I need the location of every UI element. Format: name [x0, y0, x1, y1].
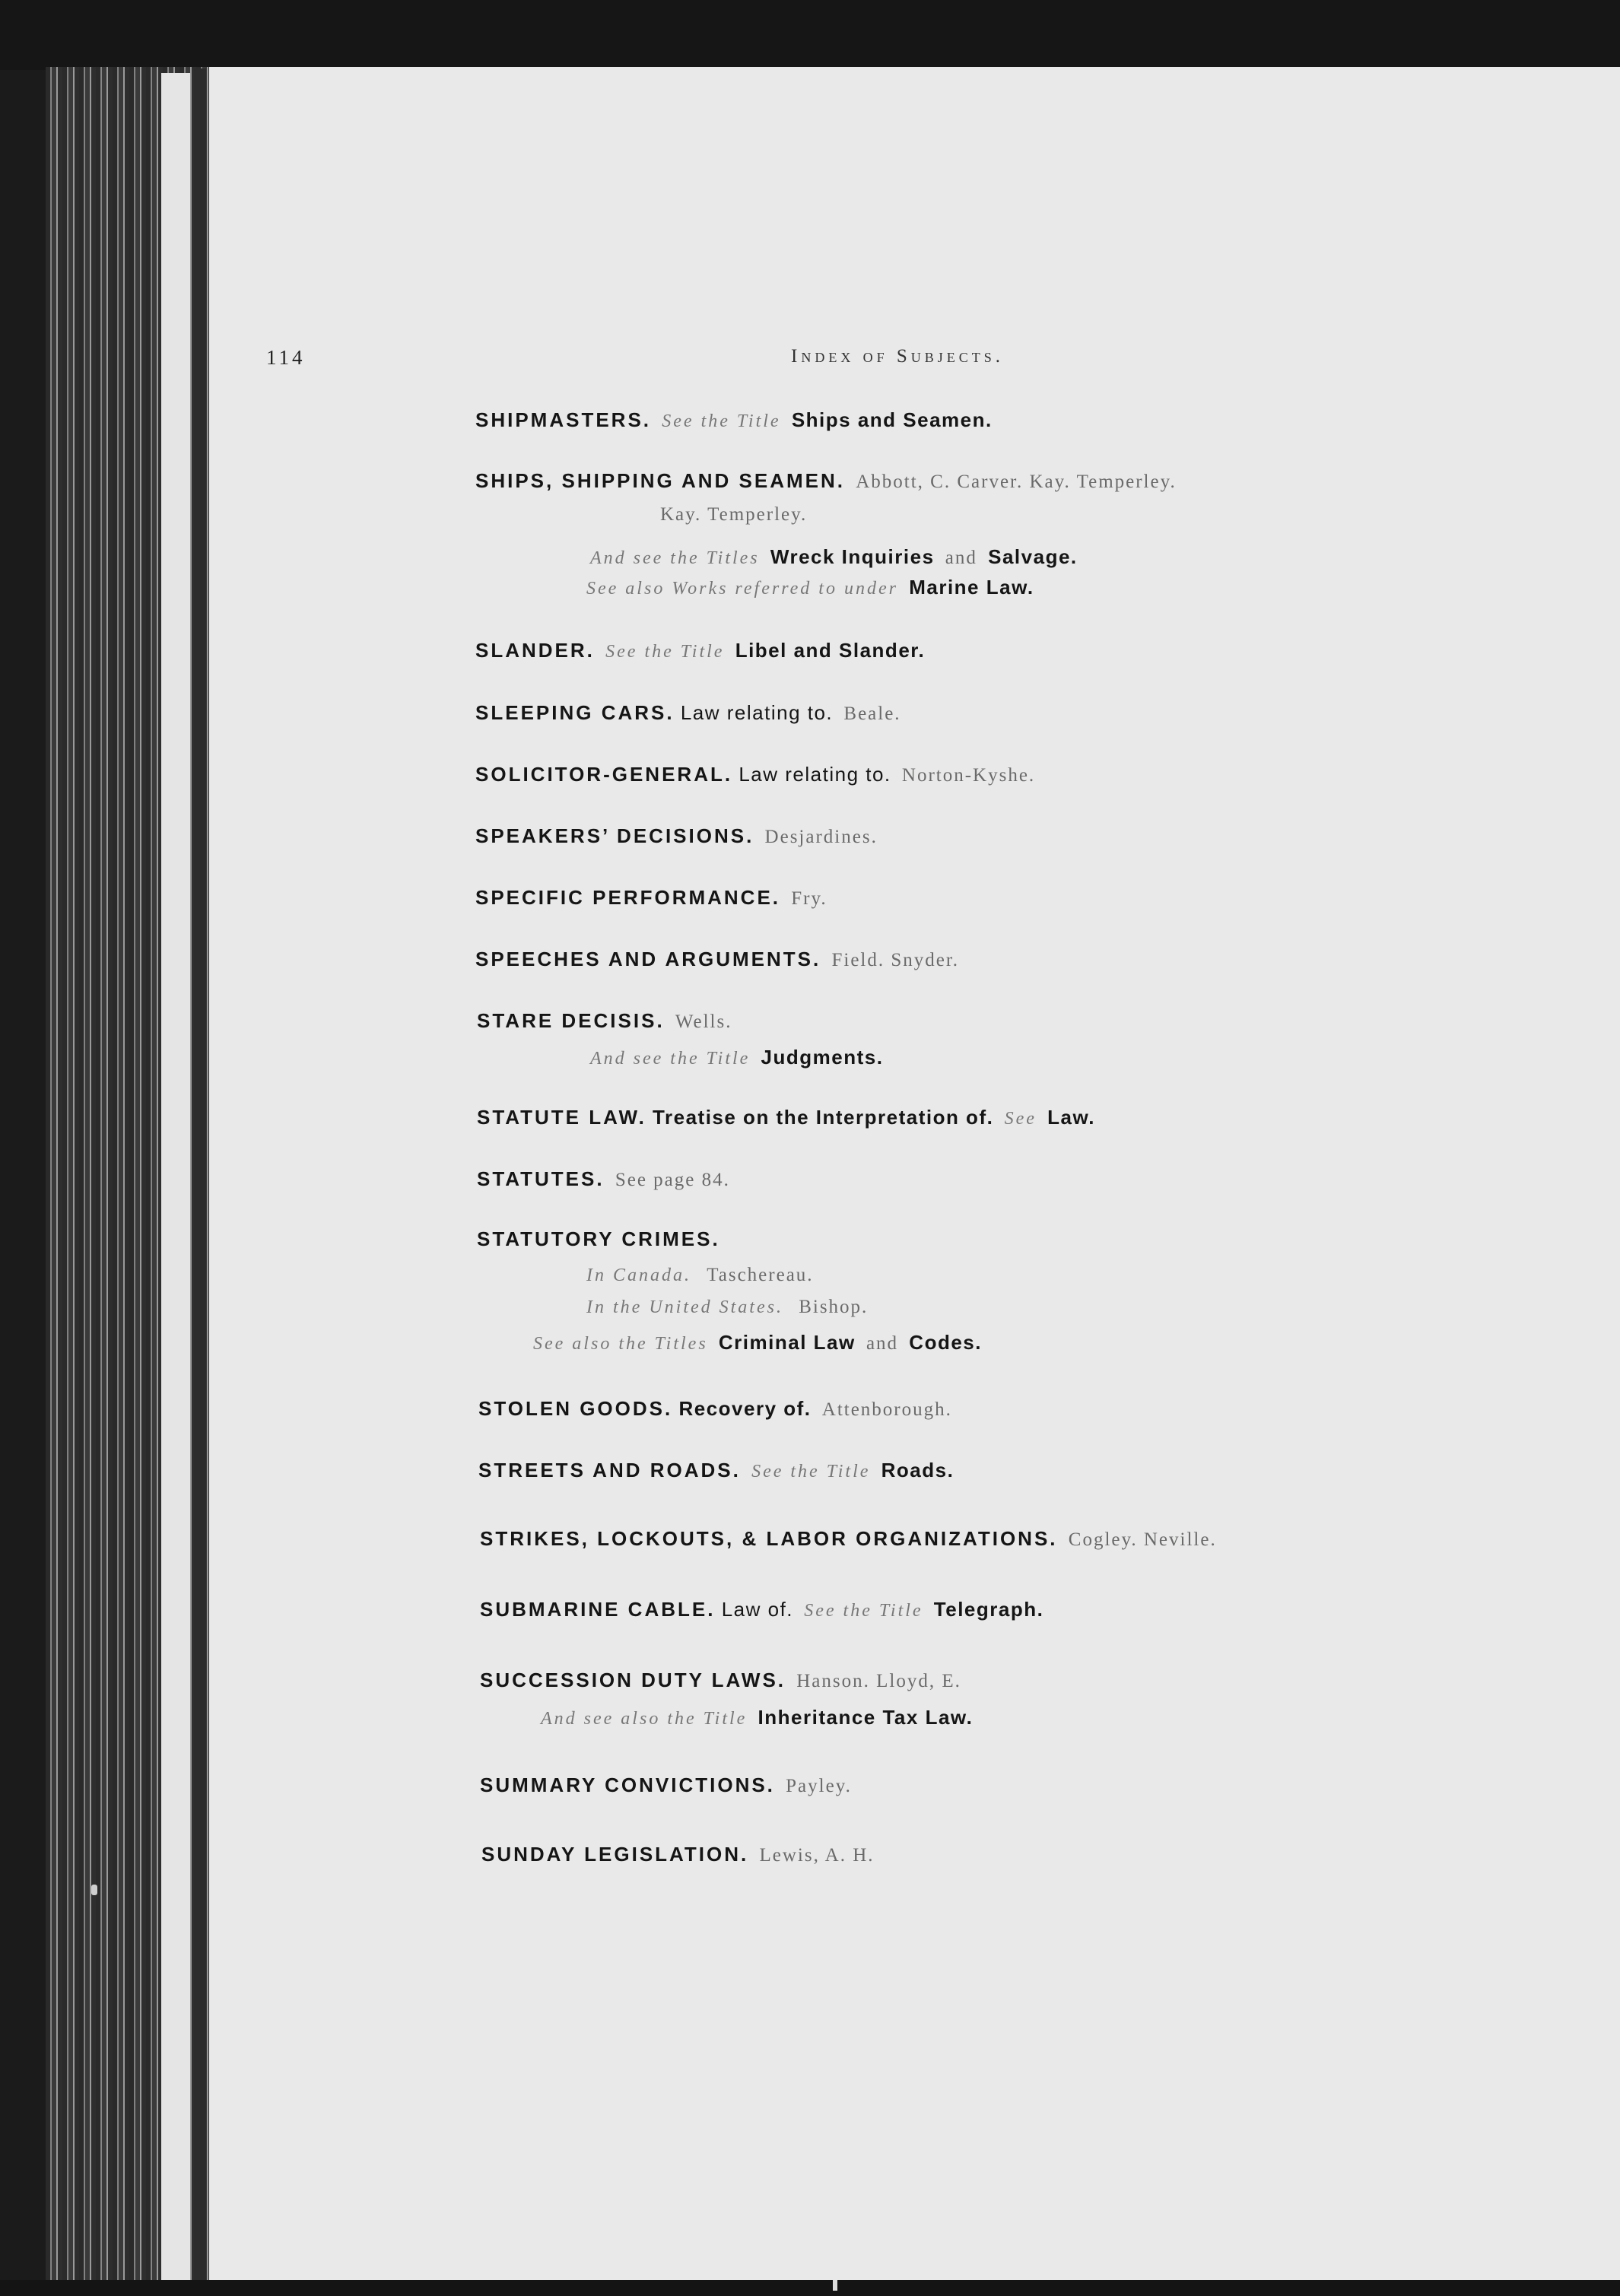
cross-reference: See the Title — [662, 411, 781, 431]
entry-heading: SLEEPING CARS. — [475, 701, 675, 724]
author-list: Wells. — [675, 1011, 732, 1032]
index-entry-ships — [475, 469, 1181, 493]
entry-description: Treatise on the Interpretation of. — [653, 1106, 994, 1129]
running-title: Index of Subjects. — [791, 346, 1004, 367]
entry-heading: SLANDER. — [475, 639, 595, 662]
cross-reference-target: Criminal Law — [718, 1331, 856, 1354]
page-edge — [161, 73, 190, 2282]
entry-heading: STATUTE LAW. — [477, 1106, 646, 1129]
cross-reference-target: Law. — [1047, 1106, 1095, 1129]
index-subentry-ships-see-also — [582, 576, 1034, 599]
jurisdiction-label: In the United States. — [586, 1297, 783, 1317]
author-list: Payley. — [786, 1776, 852, 1796]
scan-top-border — [0, 0, 1620, 70]
author-list: Desjardines. — [764, 827, 878, 847]
cross-reference-target: Judgments. — [761, 1046, 884, 1069]
cross-reference: See — [1004, 1109, 1037, 1129]
entry-heading: STATUTORY CRIMES. — [477, 1227, 720, 1250]
cross-reference-target: Ships and Seamen. — [791, 408, 993, 431]
index-subentry-statutory-see-also — [529, 1331, 982, 1354]
cross-reference: See the Title — [751, 1462, 871, 1481]
entry-heading: STRIKES, LOCKOUTS, & LABOR ORGANIZATIONS. — [480, 1527, 1058, 1550]
cross-reference-target: Marine Law. — [909, 576, 1034, 599]
entry-heading: SUBMARINE CABLE. — [480, 1598, 716, 1621]
author-list: Taschereau. — [707, 1265, 814, 1285]
entry-heading: STOLEN GOODS. — [478, 1397, 673, 1420]
entry-heading: SOLICITOR-GENERAL. — [475, 763, 733, 786]
index-entry-statutory-crimes — [477, 1227, 720, 1251]
entry-heading: STREETS AND ROADS. — [478, 1459, 741, 1481]
index-subentry-canada — [582, 1262, 818, 1286]
index-entry-succession-duty-laws — [480, 1669, 966, 1692]
entry-heading: SHIPMASTERS. — [475, 408, 652, 431]
conjunction: and — [945, 548, 977, 568]
author-list: Fry. — [791, 888, 827, 909]
entry-heading: STARE DECISIS. — [477, 1009, 665, 1032]
cross-reference: See the Title — [605, 642, 725, 662]
entry-heading: SPEAKERS’ DECISIONS. — [475, 824, 754, 847]
entry-description: Law of. — [721, 1598, 794, 1621]
index-entry-statute-law — [477, 1106, 1095, 1129]
cross-reference: And see also the Title — [541, 1709, 748, 1729]
cross-reference-target: Wreck Inquiries — [770, 545, 935, 568]
index-subentry-ships-and-see — [586, 545, 1078, 569]
cross-reference: See the Title — [804, 1601, 923, 1621]
cross-reference: See also Works referred to under — [586, 579, 898, 599]
index-entry-stare-decisis — [477, 1009, 736, 1033]
entry-heading: SPEECHES AND ARGUMENTS. — [475, 948, 821, 970]
entry-description: Law relating to. — [680, 701, 834, 724]
cross-reference-target: Salvage. — [988, 545, 1078, 568]
index-subentry-succession — [536, 1706, 973, 1729]
index-entry-speeches-and-arguments — [475, 948, 964, 971]
entry-heading: SUNDAY LEGISLATION. — [481, 1843, 749, 1866]
scan-speck — [91, 1885, 97, 1895]
running-header — [266, 346, 1369, 372]
index-entry-summary-convictions — [480, 1774, 856, 1797]
index-entry-speakers-decisions — [475, 824, 882, 848]
cross-reference-target: Telegraph. — [933, 1598, 1044, 1621]
conjunction: and — [866, 1333, 899, 1354]
author-list: Field. Snyder. — [831, 950, 960, 970]
index-entry-specific-performance — [475, 886, 832, 910]
cross-reference-target: Roads. — [881, 1459, 955, 1481]
author-list: Attenborough. — [821, 1399, 952, 1420]
author-list: Bishop. — [799, 1297, 869, 1317]
entry-heading: SHIPS, SHIPPING AND SEAMEN. — [475, 469, 845, 492]
index-entry-strikes — [480, 1527, 1221, 1551]
author-list: Cogley. Neville. — [1068, 1529, 1217, 1550]
index-entry-stolen-goods — [478, 1397, 957, 1421]
author-list: Abbott, C. Carver. Kay. Temperley. — [856, 472, 1177, 492]
index-entry-shipmasters — [475, 408, 993, 432]
entry-heading: SPECIFIC PERFORMANCE. — [475, 886, 781, 909]
index-entry-ships-continued — [656, 502, 812, 526]
cross-reference-target: Codes. — [909, 1331, 982, 1354]
binding-gutter — [194, 68, 206, 2285]
entry-description: Law relating to. — [739, 763, 891, 786]
cross-reference: And see the Titles — [590, 548, 760, 568]
index-entry-streets-and-roads — [478, 1459, 954, 1482]
index-entry-sleeping-cars — [475, 701, 906, 725]
entry-heading: SUMMARY CONVICTIONS. — [480, 1774, 775, 1796]
entry-heading: STATUTES. — [477, 1167, 605, 1190]
index-subentry-united-states — [582, 1294, 872, 1318]
author-list: Hanson. Lloyd, E. — [796, 1671, 961, 1691]
entry-heading: SUCCESSION DUTY LAWS. — [480, 1669, 786, 1691]
scan-speck — [833, 2280, 837, 2291]
page-number: 114 — [266, 346, 306, 369]
index-entry-slander — [475, 639, 925, 662]
cross-reference: And see the Title — [590, 1049, 751, 1069]
book-page — [209, 67, 1620, 2289]
entry-description: Recovery of. — [678, 1397, 812, 1420]
author-list: Beale. — [843, 703, 901, 724]
cross-reference: See also the Titles — [533, 1334, 708, 1354]
index-entry-sunday-legislation — [481, 1843, 879, 1866]
index-entry-statutes — [477, 1167, 735, 1191]
scan-bottom-border — [0, 2280, 1620, 2296]
cross-reference-target: Inheritance Tax Law. — [758, 1706, 974, 1729]
author-list: Lewis, A. H. — [759, 1845, 875, 1866]
index-entry-solicitor-general — [475, 763, 1040, 786]
author-list: Kay. Temperley. — [660, 504, 808, 525]
index-entry-submarine-cable — [480, 1598, 1043, 1621]
cross-reference: See page 84. — [615, 1170, 730, 1190]
jurisdiction-label: In Canada. — [586, 1265, 691, 1285]
cross-reference-target: Libel and Slander. — [735, 639, 926, 662]
author-list: Norton-Kyshe. — [901, 765, 1036, 786]
index-subentry-stare-decisis — [586, 1046, 883, 1069]
